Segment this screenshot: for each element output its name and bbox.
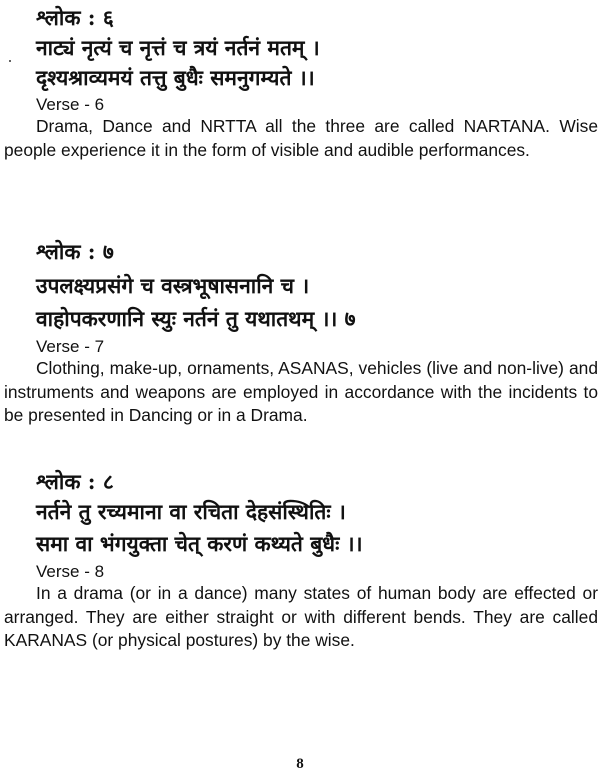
verse-6-sanskrit-line-2: दृश्यश्राव्यमयं तत्तु बुधैः समनुगम्यते ।।: [36, 65, 315, 90]
verse-8-sanskrit-line-2: समा वा भंगयुक्ता चेत् करणं कथ्यते बुधैः ।।: [36, 531, 363, 556]
verse-6-translation: Drama, Dance and NRTTA all the three are called NARTANA. Wise people experience it in the form of visible and audible performances.: [4, 116, 598, 160]
verse-8-sanskrit-line-1: नर्तने तु रच्यमाना वा रचिता देहसंस्थितिः ।: [36, 499, 346, 524]
page-number: 8: [296, 756, 304, 772]
verse-6-label: Verse - 6: [36, 95, 105, 114]
scan-speck: [9, 60, 11, 62]
verse-6-heading: श्लोक : ६: [36, 5, 114, 30]
verse-8-translation: In a drama (or in a dance) many states of human body are effected or arranged. They are either straight or with different bends. They are called KARANAS (or physical postures) by the wise.: [4, 583, 598, 650]
verse-6-sanskrit-line-1: नाट्यं नृत्यं च नृत्तं च त्रयं नर्तनं मतम् ।: [36, 35, 320, 60]
verse-7-heading: श्लोक : ७: [36, 239, 114, 264]
verse-8-heading: श्लोक : ८: [36, 469, 114, 494]
verse-8-label: Verse - 8: [36, 562, 105, 581]
verse-7-sanskrit-line-2: वाहोपकरणानि स्युः नर्तनं तु यथातथम् ।। ७: [36, 306, 356, 331]
verse-7-label: Verse - 7: [36, 337, 105, 356]
verse-7-sanskrit-line-1: उपलक्ष्यप्रसंगे च वस्त्रभूषासनानि च ।: [36, 273, 310, 298]
verse-7-translation: Clothing, make-up, ornaments, ASANAS, vehicles (live and non-live) and instruments and weapons are employed in accordance with the incidents to be presented in Dancing or in a Drama.: [4, 358, 598, 425]
